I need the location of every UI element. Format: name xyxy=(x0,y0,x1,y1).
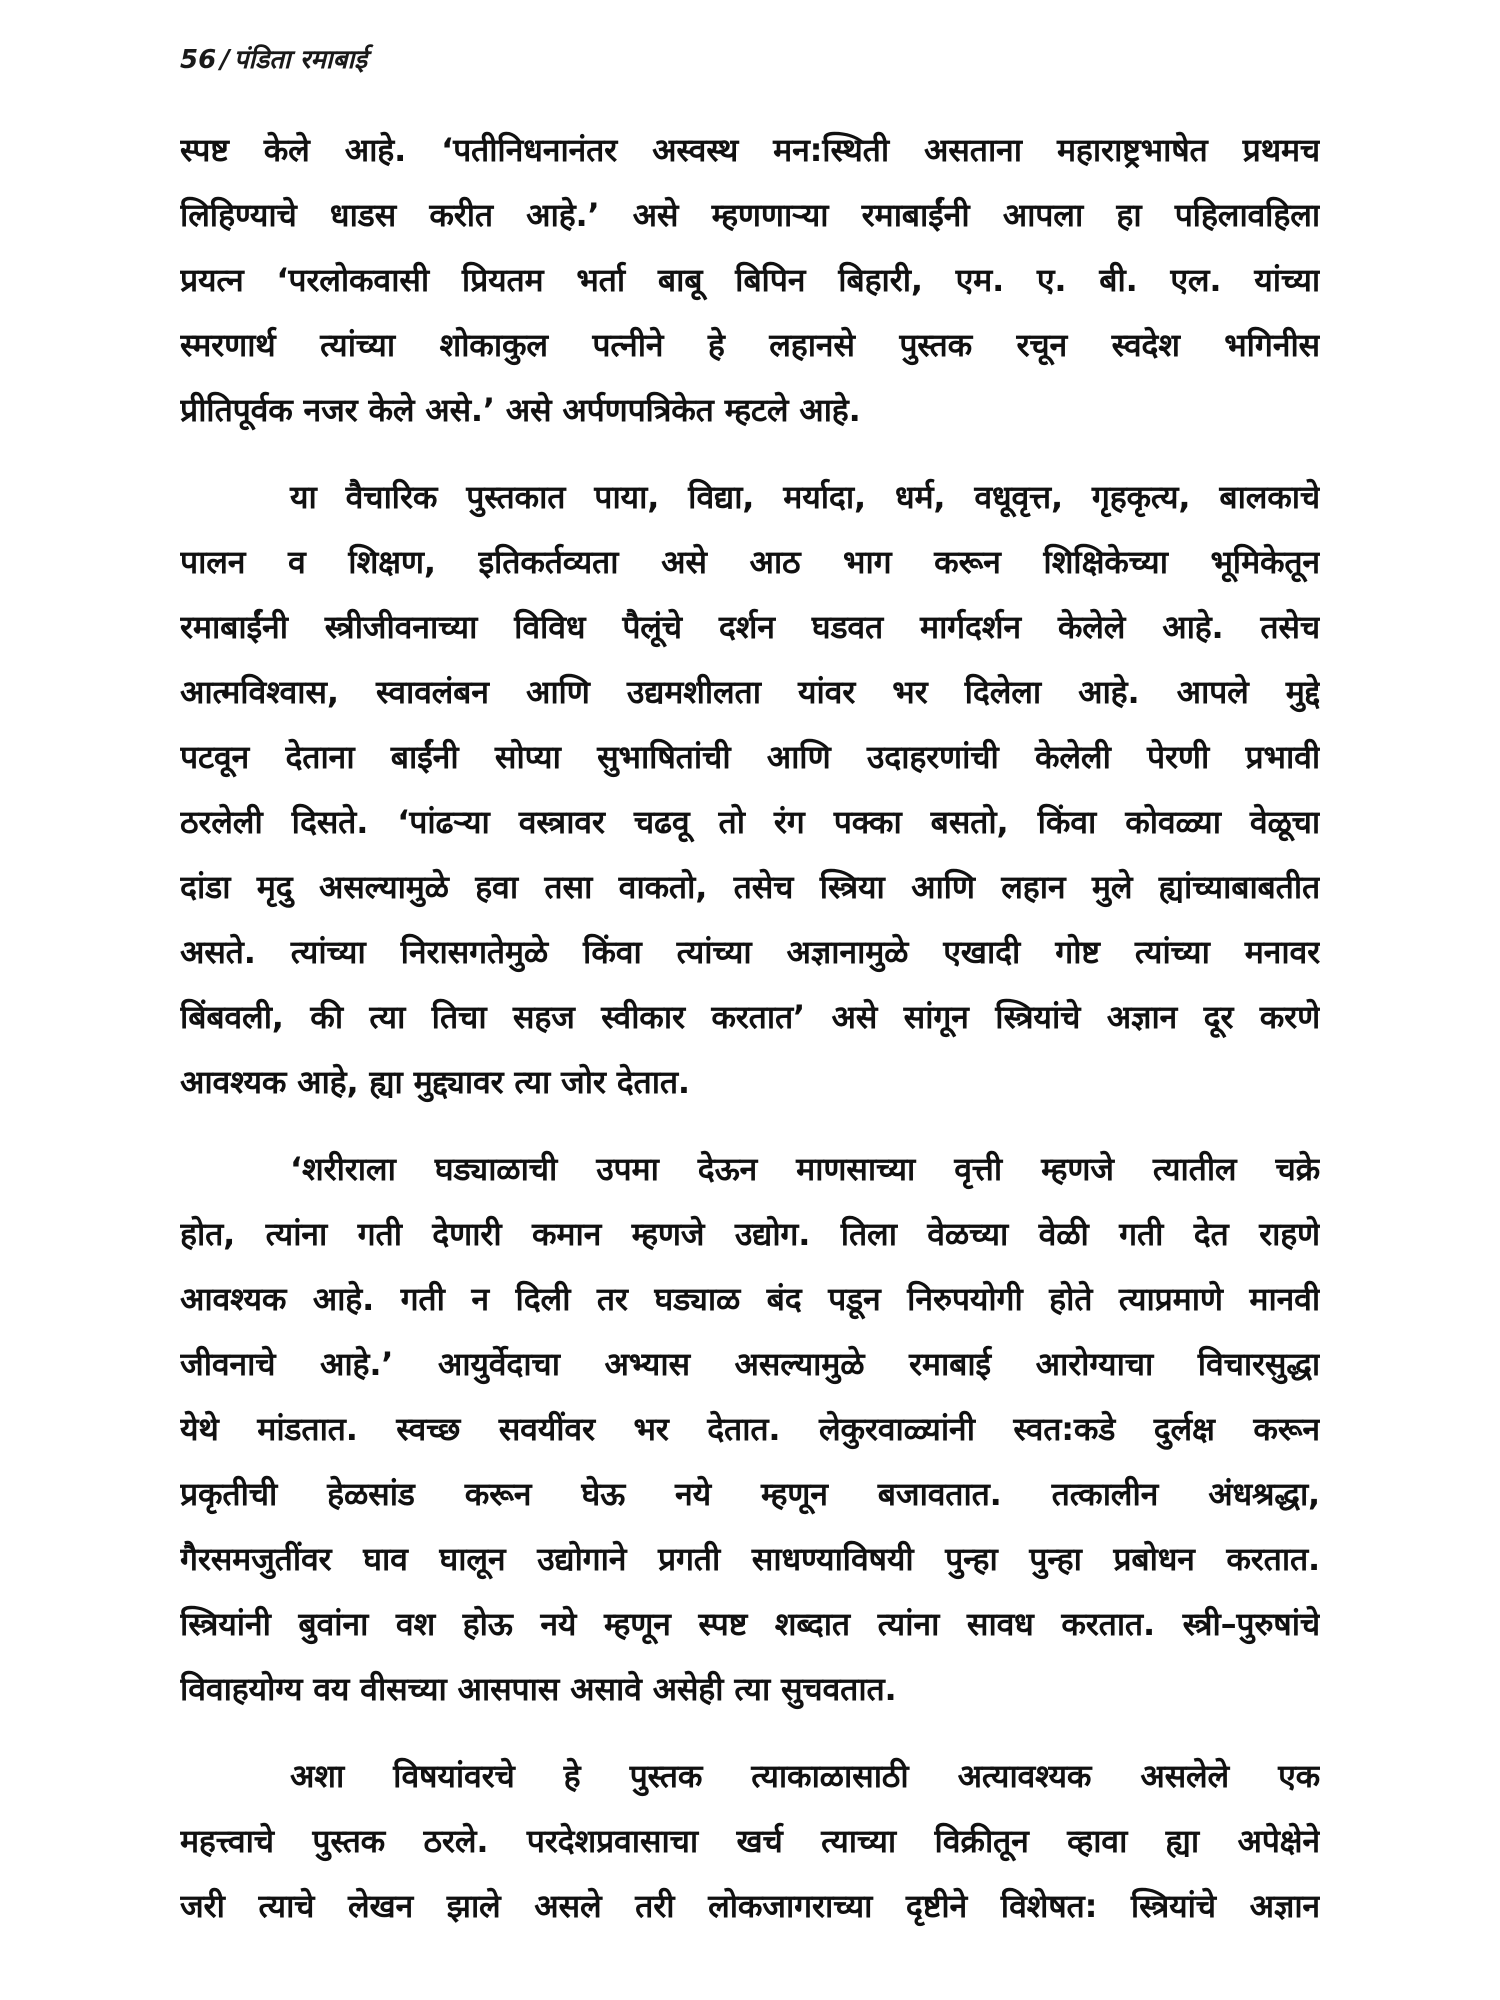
text-line: आवश्यक आहे, ह्या मुद्द्यावर त्या जोर देतात. xyxy=(180,1063,690,1101)
text-line: महत्त्वाचे पुस्तक ठरले. परदेशप्रवासाचा खर्च त्याच्या विक्रीतून व्हावा ह्या अपेक्षेने xyxy=(180,1822,1320,1860)
paragraph-1 xyxy=(180,118,1320,443)
text-line: येथे मांडतात. स्वच्छ सवयींवर भर देतात. लेकुरवाळ्यांनी स्वत:कडे दुर्लक्ष करून xyxy=(180,1410,1320,1448)
text-line: लिहिण्याचे धाडस करीत आहे.’ असे म्हणणाऱ्या रमाबाईंनी आपला हा पहिलावहिला xyxy=(180,196,1320,234)
running-head xyxy=(180,40,367,76)
text-line: ठरलेली दिसते. ‘पांढऱ्या वस्त्रावर चढवू तो रंग पक्का बसतो, किंवा कोवळ्या वेळूचा xyxy=(180,803,1320,841)
text-line: आत्मविश्वास, स्वावलंबन आणि उद्यमशीलता यांवर भर दिलेला आहे. आपले मुद्दे xyxy=(180,673,1320,711)
text-line: जरी त्याचे लेखन झाले असले तरी लोकजागराच्या दृष्टीने विशेषत: स्त्रियांचे अज्ञान xyxy=(180,1887,1320,1925)
text-line: या वैचारिक पुस्तकात पाया, विद्या, मर्यादा, धर्म, वधूवृत्त, गृहकृत्य, बालकाचे xyxy=(290,478,1320,516)
text-line: प्रयत्न ‘परलोकवासी प्रियतम भर्ता बाबू बिपिन बिहारी, एम. ए. बी. एल. यांच्या xyxy=(180,261,1320,299)
text-line: जीवनाचे आहे.’ आयुर्वेदाचा अभ्यास असल्यामुळे रमाबाई आरोग्याचा विचारसुद्धा xyxy=(180,1345,1320,1383)
paragraph-gap xyxy=(180,1115,1320,1137)
page-number: 56 xyxy=(180,45,217,75)
paragraph-3 xyxy=(180,1137,1320,1722)
running-title: पंडिता रमाबाई xyxy=(233,45,367,75)
paragraph-gap xyxy=(180,1722,1320,1744)
text-line: ‘शरीराला घड्याळाची उपमा देऊन माणसाच्या वृत्ती म्हणजे त्यातील चक्रे xyxy=(290,1150,1320,1188)
text-line: होत, त्यांना गती देणारी कमान म्हणजे उद्योग. तिला वेळच्या वेळी गती देत राहणे xyxy=(180,1215,1320,1253)
text-line: स्मरणार्थ त्यांच्या शोकाकुल पत्नीने हे लहानसे पुस्तक रचून स्वदेश भगिनीस xyxy=(180,326,1320,364)
paragraph-4 xyxy=(180,1744,1320,1939)
text-line: प्रकृतीची हेळसांड करून घेऊ नये म्हणून बजावतात. तत्कालीन अंधश्रद्धा, xyxy=(180,1475,1320,1513)
text-line: पटवून देताना बाईंनी सोप्या सुभाषितांची आणि उदाहरणांची केलेली पेरणी प्रभावी xyxy=(180,738,1320,776)
paragraph-gap xyxy=(180,443,1320,465)
text-line: गैरसमजुतींवर घाव घालून उद्योगाने प्रगती साधण्याविषयी पुन्हा पुन्हा प्रबोधन करतात. xyxy=(180,1540,1320,1578)
text-line: स्पष्ट केले आहे. ‘पतीनिधनानंतर अस्वस्थ मन:स्थिती असताना महाराष्ट्रभाषेत प्रथमच xyxy=(180,131,1320,169)
text-line: स्त्रियांनी बुवांना वश होऊ नये म्हणून स्पष्ट शब्दात त्यांना सावध करतात. स्त्री–पुरुषांचे xyxy=(180,1605,1320,1643)
text-line: पालन व शिक्षण, इतिकर्तव्यता असे आठ भाग करून शिक्षिकेच्या भूमिकेतून xyxy=(180,543,1320,581)
text-line: रमाबाईंनी स्त्रीजीवनाच्या विविध पैलूंचे दर्शन घडवत मार्गदर्शन केलेले आहे. तसेच xyxy=(180,608,1320,646)
paragraph-2 xyxy=(180,465,1320,1115)
text-line: विवाहयोग्य वय वीसच्या आसपास असावे असेही त्या सुचवतात. xyxy=(180,1670,897,1708)
text-line: प्रीतिपूर्वक नजर केले असे.’ असे अर्पणपत्रिकेत म्हटले आहे. xyxy=(180,391,861,429)
text-line: असते. त्यांच्या निरासगतेमुळे किंवा त्यांच्या अज्ञानामुळे एखादी गोष्ट त्यांच्या मनावर xyxy=(180,933,1320,971)
header-separator: / xyxy=(220,45,230,75)
body-text xyxy=(180,118,1320,1939)
text-line: बिंबवली, की त्या तिचा सहज स्वीकार करतात’ असे सांगून स्त्रियांचे अज्ञान दूर करणे xyxy=(180,998,1320,1036)
text-line: अशा विषयांवरचे हे पुस्तक त्याकाळासाठी अत्यावश्यक असलेले एक xyxy=(290,1757,1320,1795)
text-line: दांडा मृदु असल्यामुळे हवा तसा वाकतो, तसेच स्त्रिया आणि लहान मुले ह्यांच्याबाबतीत xyxy=(180,868,1320,906)
text-line: आवश्यक आहे. गती न दिली तर घड्याळ बंद पडून निरुपयोगी होते त्याप्रमाणे मानवी xyxy=(180,1280,1320,1318)
